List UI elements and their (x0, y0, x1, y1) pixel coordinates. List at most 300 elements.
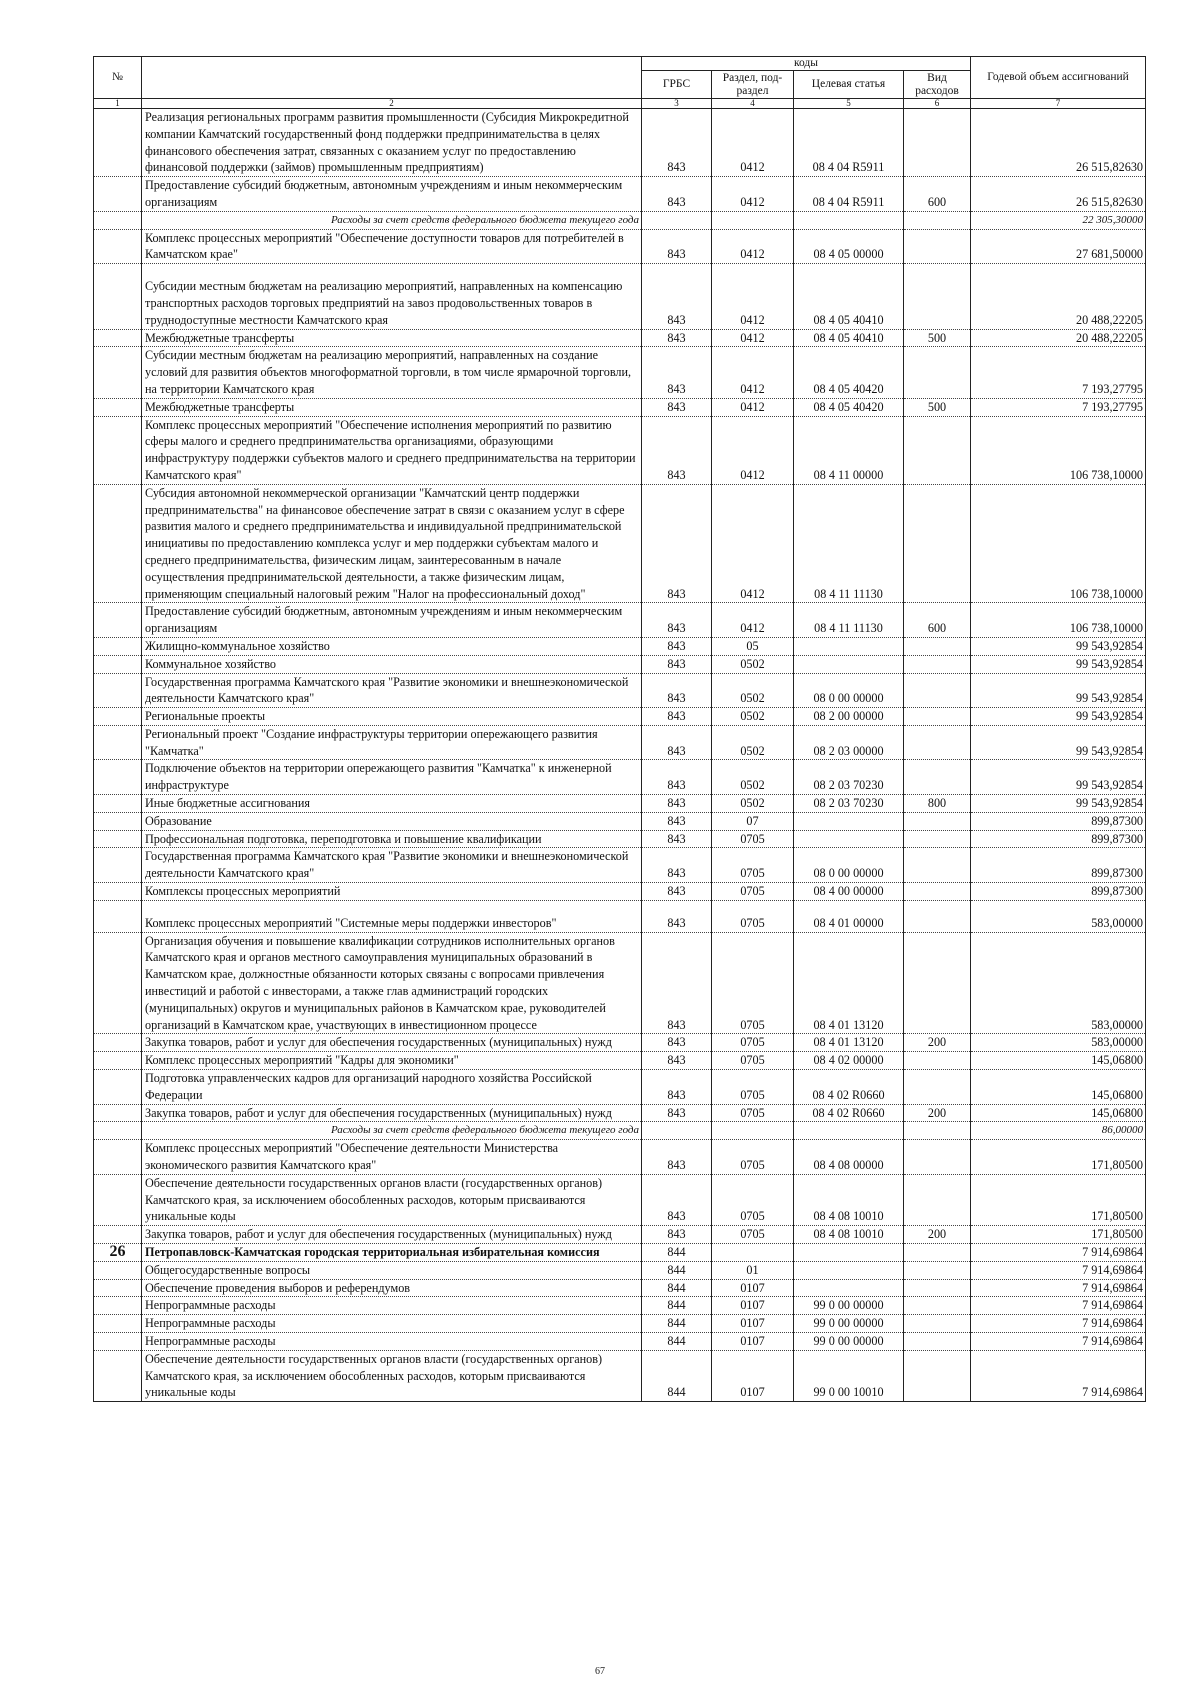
row-number: 26 (94, 1244, 142, 1262)
row-grbs: 843 (642, 109, 712, 177)
row-section: 0107 (712, 1350, 794, 1401)
col-num-3: 3 (642, 99, 712, 109)
table-row (94, 725, 1146, 760)
row-exp-type (904, 830, 971, 848)
row-grbs: 843 (642, 708, 712, 726)
row-section: 01 (712, 1261, 794, 1279)
row-target: 08 4 04 R5911 (794, 109, 904, 177)
row-section (712, 211, 794, 229)
row-name: Реализация региональных программ развития промышленности (Субсидия Микрокредитной компании Камчатский государственный фонд поддержки предпринимательства в целях финансового обеспечения затрат, связанных с оказанием услуг по предоставлению финансовой поддержки (займов) промышленным предприятиям) (142, 109, 642, 177)
table-row (94, 347, 1146, 398)
row-grbs: 843 (642, 1140, 712, 1175)
row-exp-type (904, 1140, 971, 1175)
table-row (94, 484, 1146, 603)
row-target: 08 4 11 11130 (794, 603, 904, 638)
row-exp-type (904, 347, 971, 398)
row-name: Комплекс процессных мероприятий "Обеспечение исполнения мероприятий по развитию сферы малого и среднего предпринимательства организациями, образующими инфраструктуру поддержки субъектов малого и среднего предпринимательства на территории Камчатского края" (142, 416, 642, 484)
row-exp-type (904, 1261, 971, 1279)
row-target: 08 4 08 10010 (794, 1174, 904, 1225)
row-section: 0412 (712, 177, 794, 212)
row-section: 0502 (712, 673, 794, 708)
row-number (94, 1279, 142, 1297)
row-grbs: 843 (642, 900, 712, 932)
row-section: 0705 (712, 1070, 794, 1105)
header-exp-type: Вид расходов (904, 71, 971, 99)
row-exp-type (904, 1052, 971, 1070)
row-amount: 171,80500 (971, 1140, 1146, 1175)
col-num-5: 5 (794, 99, 904, 109)
table-row (94, 398, 1146, 416)
row-target: 08 4 11 11130 (794, 484, 904, 603)
table-row (94, 603, 1146, 638)
row-name: Непрограммные расходы (142, 1297, 642, 1315)
row-number (94, 1315, 142, 1333)
row-grbs (642, 211, 712, 229)
row-target: 08 4 05 40410 (794, 264, 904, 329)
row-section: 0705 (712, 1034, 794, 1052)
header-no: № (94, 57, 142, 99)
row-grbs: 843 (642, 1104, 712, 1122)
row-number (94, 1350, 142, 1401)
row-number (94, 830, 142, 848)
row-target: 08 4 04 R5911 (794, 177, 904, 212)
table-row (94, 1332, 1146, 1350)
col-num-6: 6 (904, 99, 971, 109)
row-name: Обеспечение проведения выборов и референдумов (142, 1279, 642, 1297)
row-grbs: 843 (642, 603, 712, 638)
row-number (94, 932, 142, 1034)
row-exp-type (904, 416, 971, 484)
row-grbs: 843 (642, 725, 712, 760)
table-row (94, 1315, 1146, 1333)
row-amount: 86,00000 (971, 1122, 1146, 1140)
row-target: 08 2 00 00000 (794, 708, 904, 726)
row-exp-type (904, 760, 971, 795)
row-grbs: 844 (642, 1279, 712, 1297)
row-amount: 99 543,92854 (971, 725, 1146, 760)
row-grbs (642, 1122, 712, 1140)
row-number (94, 484, 142, 603)
row-section: 05 (712, 637, 794, 655)
header-name (142, 57, 642, 99)
table-row (94, 264, 1146, 329)
row-grbs: 844 (642, 1297, 712, 1315)
row-exp-type (904, 1244, 971, 1262)
row-grbs: 843 (642, 347, 712, 398)
row-grbs: 843 (642, 830, 712, 848)
row-target: 08 2 03 70230 (794, 795, 904, 813)
col-num-1: 1 (94, 99, 142, 109)
row-section: 0412 (712, 603, 794, 638)
row-section: 0107 (712, 1332, 794, 1350)
table-row (94, 760, 1146, 795)
row-grbs: 843 (642, 229, 712, 264)
table-row (94, 795, 1146, 813)
budget-table (93, 56, 1146, 1402)
table-row (94, 416, 1146, 484)
row-amount: 106 738,10000 (971, 603, 1146, 638)
row-number (94, 1261, 142, 1279)
row-amount: 99 543,92854 (971, 708, 1146, 726)
row-exp-type (904, 655, 971, 673)
row-number (94, 416, 142, 484)
row-amount: 20 488,22205 (971, 329, 1146, 347)
row-number (94, 1226, 142, 1244)
row-number (94, 1297, 142, 1315)
row-number (94, 1104, 142, 1122)
row-name: Комплекс процессных мероприятий "Системные меры поддержки инвесторов" (142, 900, 642, 932)
row-section: 0107 (712, 1315, 794, 1333)
table-row (94, 1261, 1146, 1279)
row-number (94, 883, 142, 901)
row-grbs: 843 (642, 795, 712, 813)
row-section: 0412 (712, 109, 794, 177)
row-section: 0705 (712, 883, 794, 901)
row-exp-type (904, 708, 971, 726)
row-exp-type: 500 (904, 398, 971, 416)
table-row (94, 1104, 1146, 1122)
row-name: Предоставление субсидий бюджетным, автономным учреждениям и иным некоммерческим организациям (142, 603, 642, 638)
row-section: 0705 (712, 1104, 794, 1122)
budget-document (93, 56, 1145, 1402)
row-grbs: 844 (642, 1315, 712, 1333)
row-name: Комплекс процессных мероприятий "Кадры для экономики" (142, 1052, 642, 1070)
row-exp-type: 800 (904, 795, 971, 813)
row-name: Организация обучения и повышение квалификации сотрудников исполнительных органов Камчатского края и органов местного самоуправления муниципальных образований в Камчатском крае, должностные обязанности которых связаны с вопросами привлечения инвестиций и работой с инвесторами, а также глав администраций городских (муниципальных) округов и муниципальных районов в Камчатском крае, руководителей организаций в Камчатском крае, участвующих в инвестиционном процессе (142, 932, 642, 1034)
header-target: Целевая статья (794, 71, 904, 99)
row-amount: 7 193,27795 (971, 347, 1146, 398)
row-number (94, 229, 142, 264)
row-target: 08 0 00 00000 (794, 673, 904, 708)
row-number (94, 655, 142, 673)
row-number (94, 848, 142, 883)
col-num-2: 2 (142, 99, 642, 109)
row-target: 99 0 00 00000 (794, 1332, 904, 1350)
row-section: 07 (712, 812, 794, 830)
row-name: Субсидии местным бюджетам на реализацию мероприятий, направленных на компенсацию транспортных расходов торговых предприятий на завоз продовольственных товаров в труднодоступные местности Камчатского края (142, 264, 642, 329)
row-target: 08 2 03 70230 (794, 760, 904, 795)
row-number (94, 637, 142, 655)
table-body (94, 109, 1146, 1402)
row-amount: 7 914,69864 (971, 1332, 1146, 1350)
row-grbs: 843 (642, 484, 712, 603)
row-name: Комплексы процессных мероприятий (142, 883, 642, 901)
row-target (794, 830, 904, 848)
row-name: Межбюджетные трансферты (142, 329, 642, 347)
row-grbs: 843 (642, 1070, 712, 1105)
row-grbs: 843 (642, 848, 712, 883)
row-name: Петропавловск-Камчатская городская территориальная избирательная комиссия (142, 1244, 642, 1262)
row-grbs: 843 (642, 932, 712, 1034)
header-codes: коды (642, 57, 971, 71)
row-section: 0107 (712, 1297, 794, 1315)
row-name: Иные бюджетные ассигнования (142, 795, 642, 813)
row-section: 0502 (712, 655, 794, 673)
row-number (94, 1174, 142, 1225)
row-exp-type (904, 900, 971, 932)
row-number (94, 673, 142, 708)
row-name: Обеспечение деятельности государственных органов власти (государственных органов) Камчатского края, за исключением обособленных расходов, которым присваиваются уникальные коды (142, 1350, 642, 1401)
row-number (94, 398, 142, 416)
row-number (94, 177, 142, 212)
row-section: 0705 (712, 900, 794, 932)
row-exp-type: 500 (904, 329, 971, 347)
row-amount: 583,00000 (971, 1034, 1146, 1052)
row-amount: 106 738,10000 (971, 484, 1146, 603)
row-name: Закупка товаров, работ и услуг для обеспечения государственных (муниципальных) нужд (142, 1034, 642, 1052)
row-number (94, 1122, 142, 1140)
row-number (94, 1140, 142, 1175)
row-name: Предоставление субсидий бюджетным, автономным учреждениям и иным некоммерческим организациям (142, 177, 642, 212)
row-amount: 145,06800 (971, 1052, 1146, 1070)
row-exp-type: 200 (904, 1034, 971, 1052)
row-amount: 22 305,30000 (971, 211, 1146, 229)
row-target: 08 4 05 00000 (794, 229, 904, 264)
row-section: 0705 (712, 1226, 794, 1244)
row-exp-type (904, 932, 971, 1034)
row-number (94, 1034, 142, 1052)
row-name: Подготовка управленческих кадров для организаций народного хозяйства Российской Федерации (142, 1070, 642, 1105)
row-section: 0705 (712, 1174, 794, 1225)
row-section: 0705 (712, 1140, 794, 1175)
row-amount: 7 914,69864 (971, 1350, 1146, 1401)
row-grbs: 843 (642, 177, 712, 212)
row-exp-type (904, 1174, 971, 1225)
row-grbs: 844 (642, 1350, 712, 1401)
row-exp-type: 200 (904, 1104, 971, 1122)
row-exp-type (904, 1279, 971, 1297)
row-exp-type (904, 1122, 971, 1140)
row-number (94, 1070, 142, 1105)
page-number: 67 (595, 1666, 605, 1677)
row-grbs: 843 (642, 398, 712, 416)
row-target: 08 4 01 13120 (794, 1034, 904, 1052)
table-row (94, 812, 1146, 830)
table-row (94, 830, 1146, 848)
row-amount: 7 914,69864 (971, 1297, 1146, 1315)
row-section: 0705 (712, 830, 794, 848)
row-section: 0412 (712, 484, 794, 603)
row-amount: 99 543,92854 (971, 795, 1146, 813)
row-grbs: 843 (642, 637, 712, 655)
row-name: Непрограммные расходы (142, 1332, 642, 1350)
row-name: Комплекс процессных мероприятий "Обеспечение деятельности Министерства экономического развития Камчатского края" (142, 1140, 642, 1175)
row-amount: 99 543,92854 (971, 760, 1146, 795)
table-row (94, 883, 1146, 901)
row-number (94, 900, 142, 932)
table-row (94, 1140, 1146, 1175)
row-target (794, 637, 904, 655)
row-name: Жилищно-коммунальное хозяйство (142, 637, 642, 655)
row-exp-type (904, 1332, 971, 1350)
row-section: 0412 (712, 347, 794, 398)
row-name: Расходы за счет средств федерального бюджета текущего года (142, 1122, 642, 1140)
row-grbs: 843 (642, 1052, 712, 1070)
row-target: 08 4 01 00000 (794, 900, 904, 932)
row-section: 0412 (712, 264, 794, 329)
row-amount: 171,80500 (971, 1174, 1146, 1225)
row-amount: 27 681,50000 (971, 229, 1146, 264)
row-section: 0502 (712, 795, 794, 813)
row-number (94, 795, 142, 813)
row-target (794, 1261, 904, 1279)
table-row (94, 1226, 1146, 1244)
table-row (94, 655, 1146, 673)
row-section (712, 1122, 794, 1140)
row-grbs: 843 (642, 1226, 712, 1244)
table-row (94, 1052, 1146, 1070)
row-amount: 899,87300 (971, 830, 1146, 848)
table-header (94, 57, 1146, 109)
row-amount: 7 914,69864 (971, 1261, 1146, 1279)
row-amount: 899,87300 (971, 883, 1146, 901)
row-name: Субсидия автономной некоммерческой организации "Камчатский центр поддержки предпринимательства" на финансовое обеспечение затрат в связи с оказанием услуг в сфере развития малого и среднего предпринимательства и индивидуальной предпринимательской инициативы по предоставлению комплекса услуг и мер поддержки субъектам малого и среднего предпринимательства, физическим лицам, заинтересованным в начале осуществления предпринимательской деятельности, а также физическим лицам, применяющим специальный налоговый режим "Налог на профессиональный доход" (142, 484, 642, 603)
row-number (94, 1332, 142, 1350)
table-row (94, 1070, 1146, 1105)
row-name: Общегосударственные вопросы (142, 1261, 642, 1279)
row-target: 99 0 00 10010 (794, 1350, 904, 1401)
row-name: Непрограммные расходы (142, 1315, 642, 1333)
table-row (94, 1350, 1146, 1401)
row-exp-type (904, 1350, 971, 1401)
table-row (94, 211, 1146, 229)
row-name: Закупка товаров, работ и услуг для обеспечения государственных (муниципальных) нужд (142, 1104, 642, 1122)
table-row (94, 1122, 1146, 1140)
row-name: Коммунальное хозяйство (142, 655, 642, 673)
row-exp-type: 200 (904, 1226, 971, 1244)
row-target: 08 4 01 13120 (794, 932, 904, 1034)
row-name: Подключение объектов на территории опережающего развития "Камчатка" к инженерной инфраструктуре (142, 760, 642, 795)
row-name: Образование (142, 812, 642, 830)
row-name: Обеспечение деятельности государственных органов власти (государственных органов) Камчатского края, за исключением обособленных расходов, которым присваиваются уникальные коды (142, 1174, 642, 1225)
row-grbs: 843 (642, 416, 712, 484)
row-section: 0705 (712, 932, 794, 1034)
table-row (94, 1279, 1146, 1297)
row-number (94, 760, 142, 795)
table-row (94, 1034, 1146, 1052)
row-amount: 583,00000 (971, 900, 1146, 932)
table-row (94, 177, 1146, 212)
row-grbs: 843 (642, 812, 712, 830)
row-grbs: 843 (642, 1034, 712, 1052)
header-section: Раздел, под-раздел (712, 71, 794, 99)
row-exp-type (904, 883, 971, 901)
row-grbs: 843 (642, 1174, 712, 1225)
row-name: Закупка товаров, работ и услуг для обеспечения государственных (муниципальных) нужд (142, 1226, 642, 1244)
row-section (712, 1244, 794, 1262)
row-name: Профессиональная подготовка, переподготовка и повышение квалификации (142, 830, 642, 848)
col-num-7: 7 (971, 99, 1146, 109)
row-number (94, 211, 142, 229)
row-target: 08 4 08 10010 (794, 1226, 904, 1244)
row-target: 08 2 03 00000 (794, 725, 904, 760)
row-name: Субсидии местным бюджетам на реализацию мероприятий, направленных на создание условий для развития объектов многоформатной торговли, в том числе ярмарочной торговли, на территории Камчатского края (142, 347, 642, 398)
row-target (794, 1122, 904, 1140)
table-row (94, 1174, 1146, 1225)
row-name: Региональный проект "Создание инфраструктуры территории опережающего развития "Камчатка" (142, 725, 642, 760)
row-target (794, 211, 904, 229)
row-name: Расходы за счет средств федерального бюджета текущего года (142, 211, 642, 229)
row-exp-type (904, 211, 971, 229)
table-row (94, 900, 1146, 932)
row-number (94, 264, 142, 329)
row-target: 08 4 08 00000 (794, 1140, 904, 1175)
row-amount: 899,87300 (971, 812, 1146, 830)
row-amount: 20 488,22205 (971, 264, 1146, 329)
table-row (94, 109, 1146, 177)
row-name: Государственная программа Камчатского края "Развитие экономики и внешнеэкономической деятельности Камчатского края" (142, 673, 642, 708)
table-row (94, 1297, 1146, 1315)
row-amount: 7 914,69864 (971, 1279, 1146, 1297)
table-row (94, 329, 1146, 347)
row-number (94, 1052, 142, 1070)
row-amount: 583,00000 (971, 932, 1146, 1034)
row-exp-type: 600 (904, 603, 971, 638)
row-amount: 7 914,69864 (971, 1244, 1146, 1262)
row-grbs: 844 (642, 1244, 712, 1262)
row-number (94, 725, 142, 760)
row-amount: 145,06800 (971, 1070, 1146, 1105)
row-name: Комплекс процессных мероприятий "Обеспечение доступности товаров для потребителей в Камчатском крае" (142, 229, 642, 264)
row-exp-type (904, 229, 971, 264)
row-exp-type (904, 637, 971, 655)
row-exp-type (904, 109, 971, 177)
table-row (94, 229, 1146, 264)
row-amount: 26 515,82630 (971, 177, 1146, 212)
row-exp-type (904, 1297, 971, 1315)
row-exp-type (904, 484, 971, 603)
row-section: 0412 (712, 229, 794, 264)
row-number (94, 109, 142, 177)
header-grbs: ГРБС (642, 71, 712, 99)
row-section: 0412 (712, 329, 794, 347)
row-section: 0502 (712, 760, 794, 795)
row-grbs: 843 (642, 264, 712, 329)
row-grbs: 844 (642, 1261, 712, 1279)
row-target: 99 0 00 00000 (794, 1315, 904, 1333)
table-row (94, 1244, 1146, 1262)
row-number (94, 347, 142, 398)
table-row (94, 932, 1146, 1034)
row-section: 0502 (712, 708, 794, 726)
row-target: 08 4 00 00000 (794, 883, 904, 901)
row-number (94, 708, 142, 726)
table-row (94, 637, 1146, 655)
row-amount: 106 738,10000 (971, 416, 1146, 484)
row-target: 08 4 05 40410 (794, 329, 904, 347)
row-exp-type (904, 673, 971, 708)
row-grbs: 843 (642, 760, 712, 795)
row-grbs: 843 (642, 655, 712, 673)
row-exp-type (904, 725, 971, 760)
row-name: Межбюджетные трансферты (142, 398, 642, 416)
row-name: Региональные проекты (142, 708, 642, 726)
row-target: 99 0 00 00000 (794, 1297, 904, 1315)
row-exp-type (904, 1070, 971, 1105)
row-section: 0412 (712, 398, 794, 416)
row-target: 08 4 11 00000 (794, 416, 904, 484)
col-num-4: 4 (712, 99, 794, 109)
table-row (94, 673, 1146, 708)
row-section: 0107 (712, 1279, 794, 1297)
row-number (94, 812, 142, 830)
row-amount: 99 543,92854 (971, 637, 1146, 655)
row-target (794, 1244, 904, 1262)
table-row (94, 708, 1146, 726)
row-exp-type: 600 (904, 177, 971, 212)
row-amount: 99 543,92854 (971, 655, 1146, 673)
header-annual: Годевой объем ассигнований (971, 57, 1146, 99)
